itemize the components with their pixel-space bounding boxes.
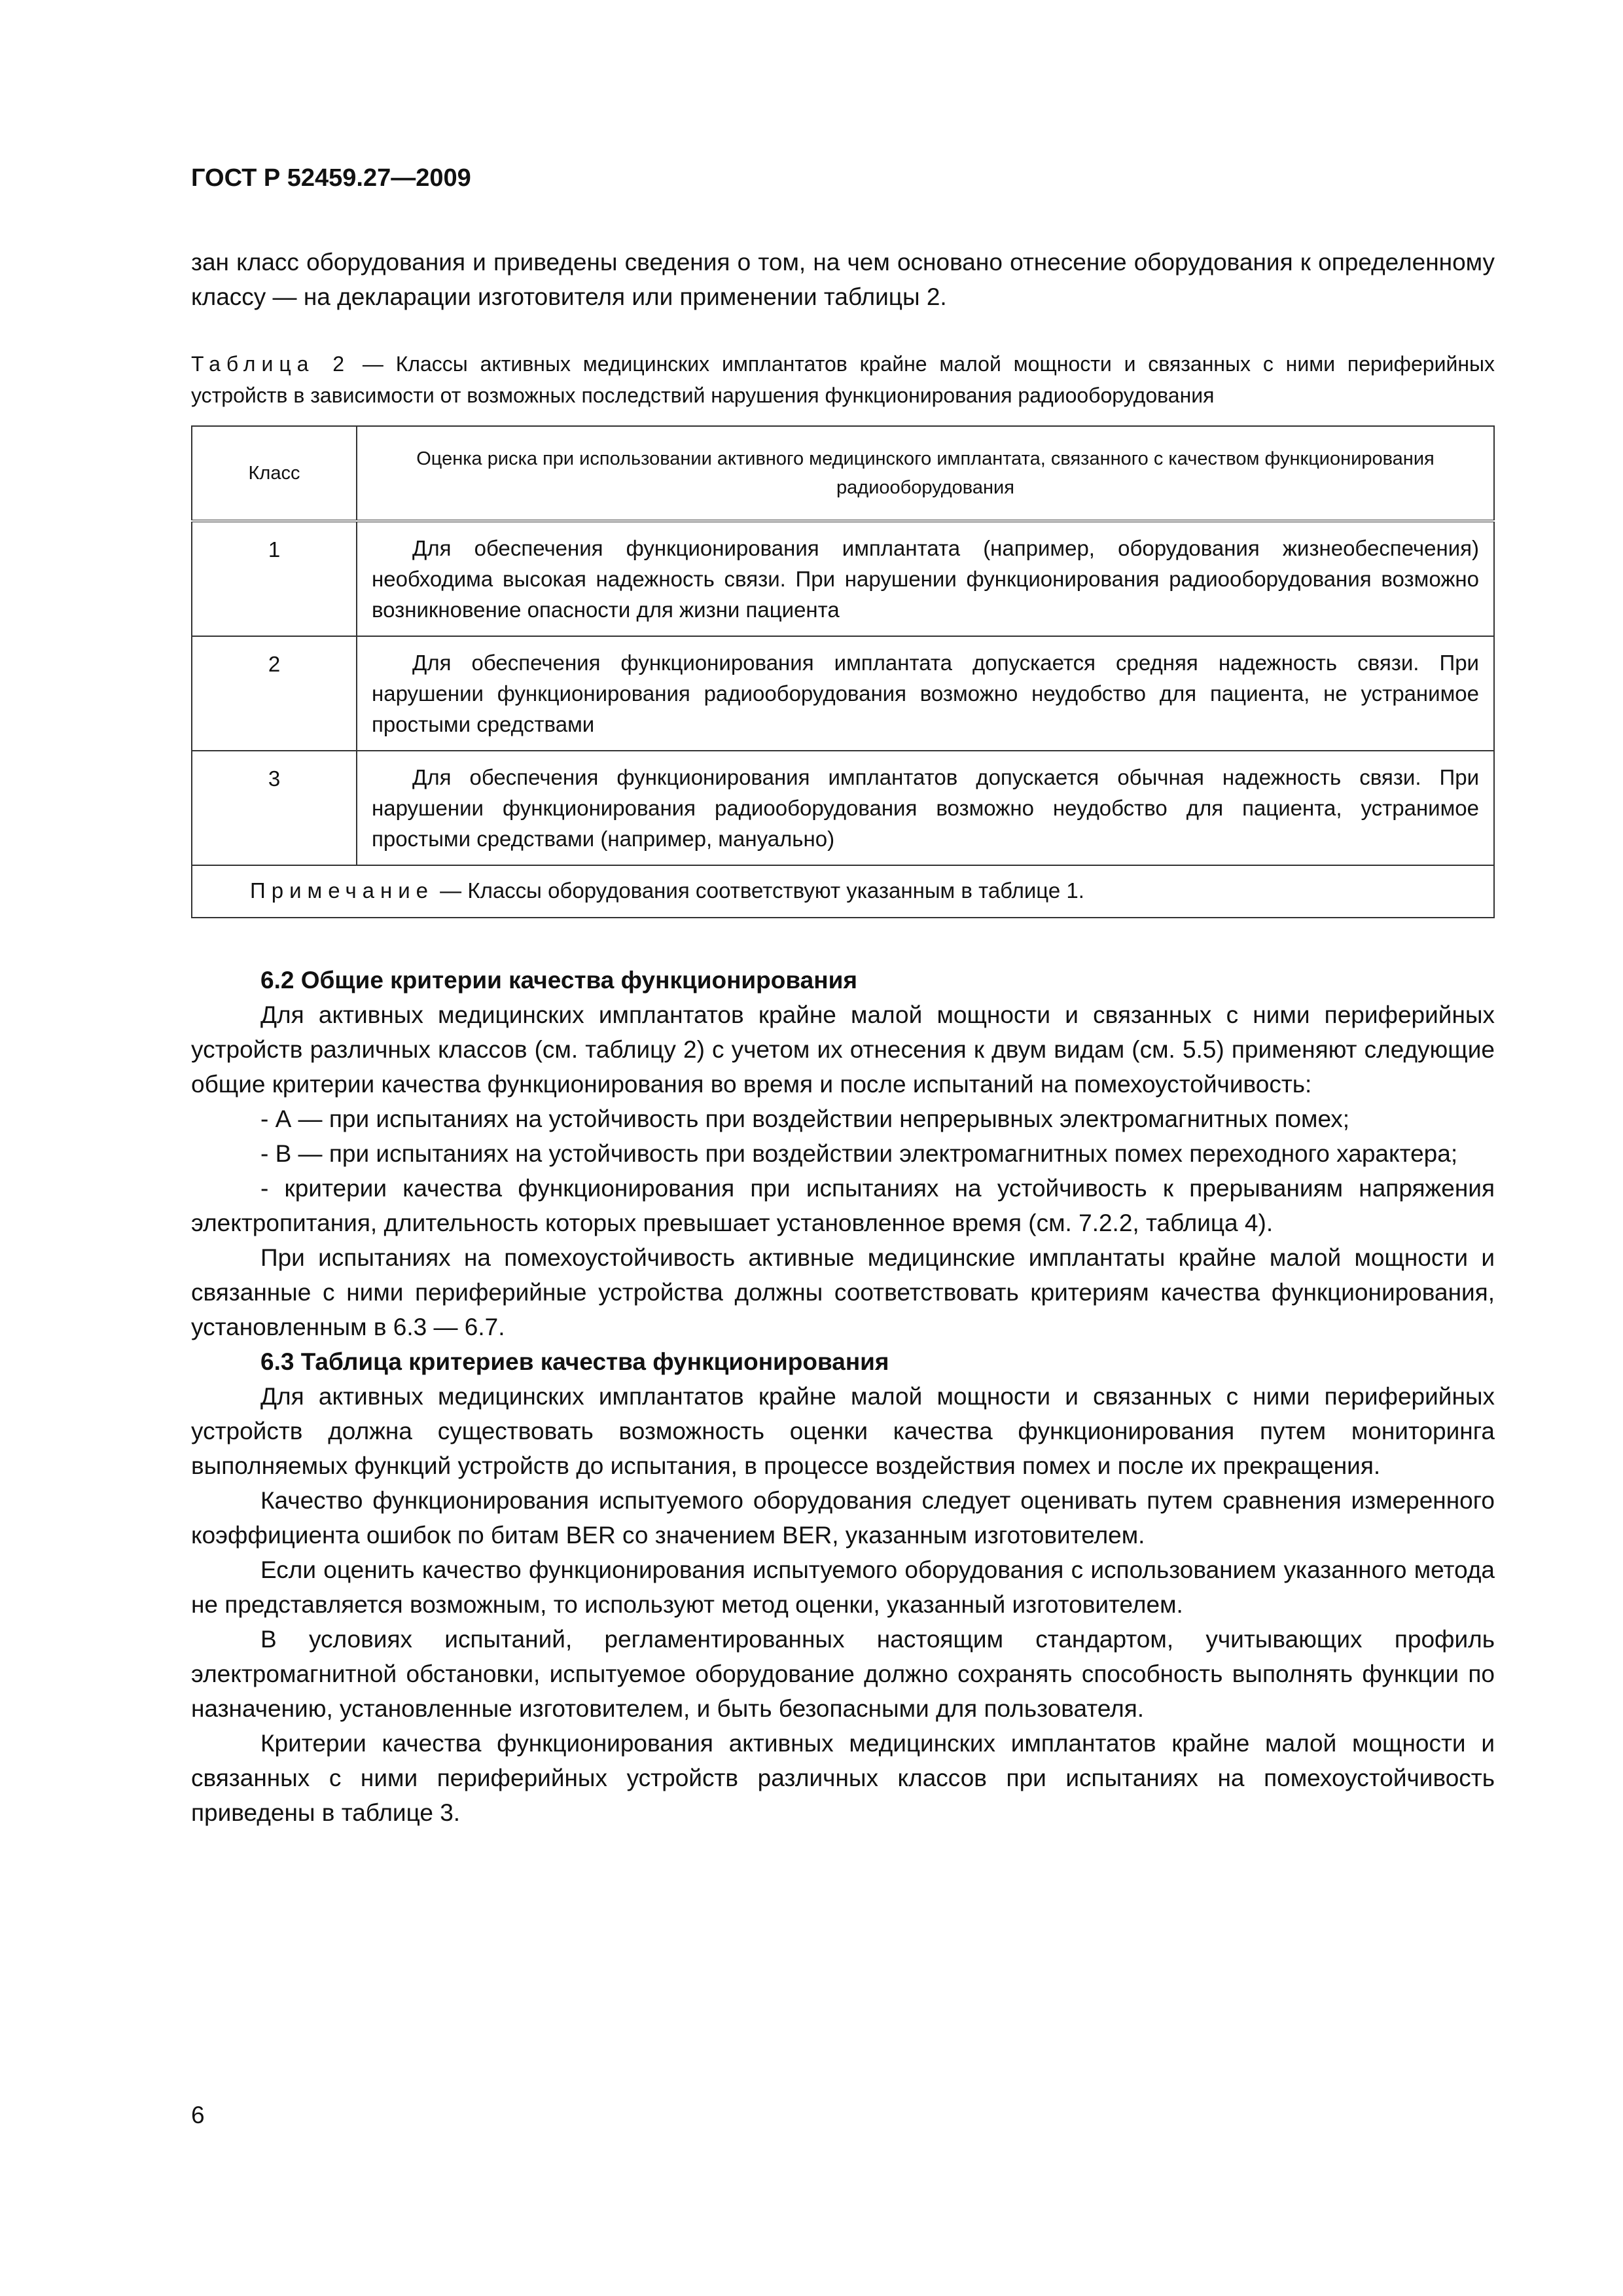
table-note-row — [192, 865, 1494, 918]
class-number-cell: 3 — [192, 751, 357, 865]
column-header-risk: Оценка риска при использовании активного медицинского имплантата, связанного с качеством функционирования радиооборудования — [357, 426, 1494, 521]
table-header-row — [192, 426, 1494, 521]
section-6-3-paragraph: Качество функционирования испытуемого оборудования следует оценивать путем сравнения измеренного коэффициента ошибок по битам BER со значением BER, указанным изготовителем. — [191, 1487, 1495, 1549]
column-header-class: Класс — [192, 426, 357, 521]
class-number-cell: 2 — [192, 636, 357, 751]
risk-description-cell — [357, 751, 1494, 865]
risk-description-text: Для обеспечения функционирования имплантатов допускается обычная надежность связи. При нарушении функционирования радиооборудования возможно неудобство для пациента, устранимое простыми средствами (например, мануально) — [372, 765, 1479, 851]
risk-description-text: Для обеспечения функционирования имплантата допускается средняя надежность связи. При нарушении функционирования радиооборудования возможно неудобство для пациента, не устранимое простыми средствами — [372, 651, 1479, 736]
risk-class-table — [191, 425, 1495, 918]
class-number-cell: 1 — [192, 521, 357, 636]
table-note-label: Примечание — [250, 878, 435, 903]
table-caption-text: — Классы активных медицинских имплантатов крайне малой мощности и связанных с ними периферийных устройств в зависимости от возможных последствий нарушения функционирования радиооборудования — [191, 352, 1495, 407]
section-6-2 — [191, 963, 1495, 1344]
criteria-item-b: - В — при испытаниях на устойчивость при воздействии электромагнитных помех переходного характера; — [260, 1140, 1458, 1167]
section-6-3-paragraph: Если оценить качество функционирования испытуемого оборудования с использованием указанного метода не представляется возможным, то используют метод оценки, указанный изготовителем. — [191, 1556, 1495, 1618]
section-6-3-title: 6.3 Таблица критериев качества функционирования — [260, 1348, 889, 1375]
table-row — [192, 751, 1494, 865]
risk-description-cell — [357, 521, 1494, 636]
criteria-item-a: - А — при испытаниях на устойчивость при воздействии непрерывных электромагнитных помех; — [260, 1105, 1350, 1132]
risk-description-cell — [357, 636, 1494, 751]
intro-paragraph: зан класс оборудования и приведены сведения о том, на чем основано отнесение оборудования к определенному классу — на декларации изготовителя или применении таблицы 2. — [191, 249, 1495, 310]
section-6-2-title: 6.2 Общие критерии качества функционирования — [260, 967, 857, 994]
section-6-2-paragraph: Для активных медицинских имплантатов крайне малой мощности и связанных с ними периферийных устройств различных классов (см. таблицу 2) с учетом их отнесения к двум видам (см. 5.5) применяют следующие общие критерии качества функционирования во время и после испытаний на помехоустойчивость: — [191, 1001, 1495, 1098]
section-6-2-paragraph: При испытаниях на помехоустойчивость активные медицинские имплантаты крайне малой мощности и связанные с ними периферийные устройства должны соответствовать критериям качества функционирования, установленным в 6.3 — 6.7. — [191, 1244, 1495, 1340]
table-caption-label: Таблица 2 — [191, 352, 351, 376]
table-caption — [191, 348, 1495, 411]
document-page — [191, 162, 1495, 1830]
criteria-item-c: - критерии качества функционирования при испытаниях на устойчивость к прерываниям напряжения электропитания, длительность которых превышает установленное время (см. 7.2.2, таблица 4). — [191, 1175, 1495, 1236]
page-number: 6 — [191, 2102, 205, 2128]
risk-description-text: Для обеспечения функционирования имплантата (например, оборудования жизнеобеспечения) необходима высокая надежность связи. При нарушении функционирования радиооборудования возможно возникновение опасности для жизни пациента — [372, 536, 1479, 622]
section-6-3 — [191, 1344, 1495, 1830]
table-note-text: — Классы оборудования соответствуют указанным в таблице 1. — [434, 878, 1084, 903]
section-6-3-paragraph: В условиях испытаний, регламентированных настоящим стандартом, учитывающих профиль электромагнитной обстановки, испытуемое оборудование должно сохранять способность выполнять функции по назначению, установленные изготовителем, и быть безопасными для пользователя. — [191, 1626, 1495, 1722]
table-row — [192, 636, 1494, 751]
table-note-cell — [192, 865, 1494, 918]
table-row — [192, 521, 1494, 636]
section-6-3-paragraph: Для активных медицинских имплантатов крайне малой мощности и связанных с ними периферийных устройств должна существовать возможность оценки качества функционирования путем мониторинга выполняемых функций устройств до испытания, в процессе воздействия помех и после их прекращения. — [191, 1383, 1495, 1479]
section-6-3-paragraph: Критерии качества функционирования активных медицинских имплантатов крайне малой мощности и связанных с ними периферийных устройств различных классов при испытаниях на помехоустойчивость приведены в таблице 3. — [191, 1730, 1495, 1826]
document-id-header: ГОСТ Р 52459.27—2009 — [191, 164, 471, 192]
